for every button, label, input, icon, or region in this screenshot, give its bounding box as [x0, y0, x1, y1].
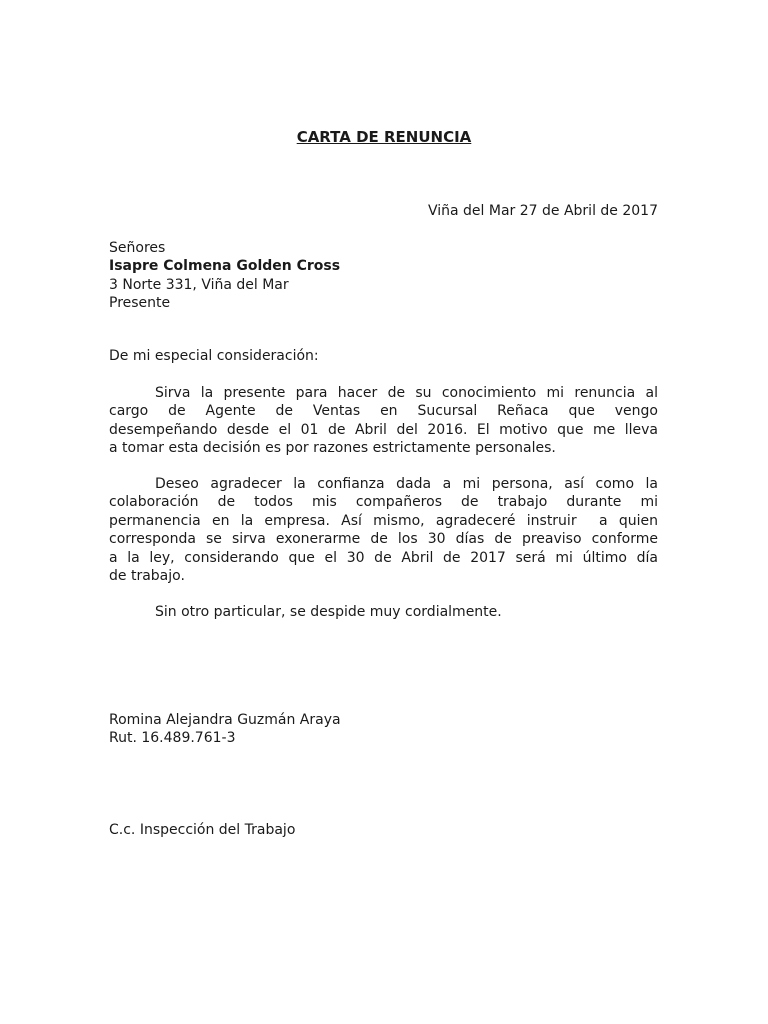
recipient-block — [109, 239, 658, 313]
recipient-address: 3 Norte 331, Viña del Mar — [109, 276, 289, 293]
company-name: Isapre Colmena Golden Cross — [109, 258, 341, 275]
document-title: CARTA DE RENUNCIA — [296, 128, 472, 146]
paragraph-line: permanencia en la empresa. Así mismo, agradeceré instruir a quien — [109, 512, 658, 529]
salutation: De mi especial consideración: — [109, 348, 319, 364]
carbon-copy: C.c. Inspección del Trabajo — [109, 822, 296, 838]
paragraph-line: Deseo agradecer la confianza dada a mi persona, así como la — [155, 476, 658, 492]
recipient-company — [109, 257, 658, 275]
letter-date: Viña del Mar 27 de Abril de 2017 — [427, 203, 658, 219]
paragraph-1 — [109, 384, 658, 458]
paragraph-line: corresponda se sirva exonerarme de los 30 días de preaviso conforme — [109, 531, 658, 548]
paragraph-line: cargo de Agente de Ventas en Sucursal Reñaca que vengo — [109, 403, 658, 420]
paragraph-line: Sirva la presente para hacer de su conocimiento mi renuncia al — [155, 385, 658, 401]
paragraph-line: desempeñando desde el 01 de Abril del 2016. El motivo que me lleva — [109, 421, 658, 438]
paragraph-line: a la ley, considerando que el 30 de Abril de 2017 será mi último día — [109, 549, 658, 566]
recipient-greeting: Señores — [109, 240, 166, 256]
closing: Sin otro particular, se despide muy cordialmente. — [155, 604, 502, 620]
signature-block — [109, 711, 658, 748]
paragraph-line: a tomar esta decisión es por razones estrictamente personales. — [109, 440, 556, 457]
signer-name: Romina Alejandra Guzmán Araya — [109, 712, 341, 728]
recipient-presente: Presente — [109, 295, 171, 312]
paragraph-line: colaboración de todos mis compañeros de trabajo durante mi — [109, 494, 658, 511]
paragraph-2 — [109, 475, 658, 585]
paragraph-line: de trabajo. — [109, 568, 185, 585]
signer-rut: Rut. 16.489.761-3 — [109, 730, 236, 747]
